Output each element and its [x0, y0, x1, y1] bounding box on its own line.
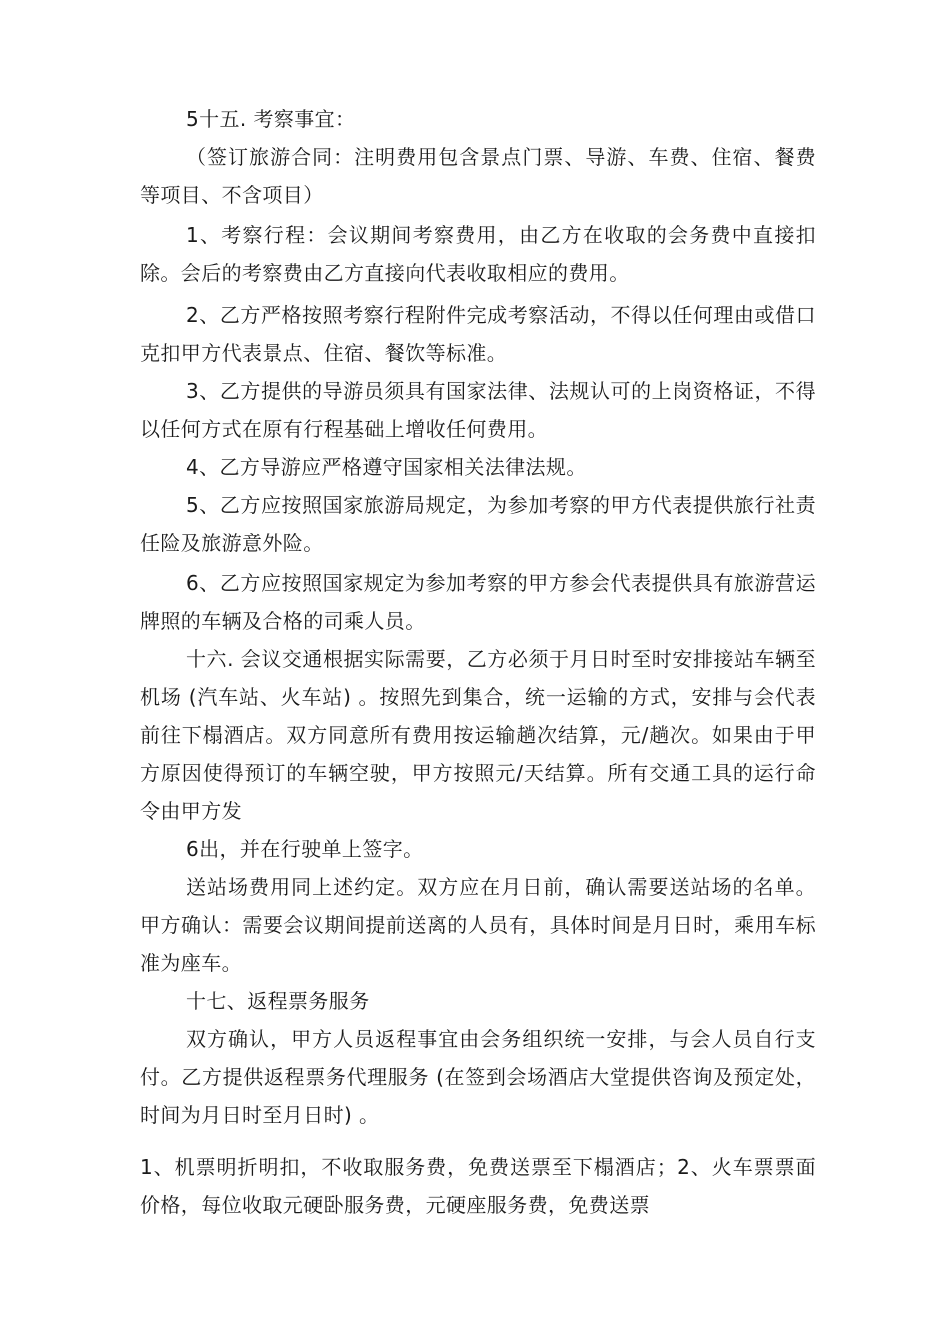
section-17-paragraph: 双方确认，甲方人员返程事宜由会务组织统一安排，与会人员自行支付。乙方提供返程票务代理服务 (在签到会场酒店大堂提供咨询及预定处，时间为月日时至月日时) 。 [140, 1027, 816, 1127]
clause-15-3: 3、乙方提供的导游员须具有国家法律、法规认可的上岗资格证，不得以任何方式在原有行程基础上增收任何费用。 [140, 379, 816, 441]
clause-15-2: 2、乙方严格按照考察行程附件完成考察活动，不得以任何理由或借口克扣甲方代表景点、住宿、餐饮等标准。 [140, 303, 816, 365]
section-16-continuation: 6出，并在行驶单上签字。 [186, 837, 424, 861]
clause-15-5: 5、乙方应按照国家旅游局规定，为参加考察的甲方代表提供旅行社责任险及旅游意外险。 [140, 493, 816, 555]
clause-15-6: 6、乙方应按照国家规定为参加考察的甲方参会代表提供具有旅游营运牌照的车辆及合格的司乘人员。 [140, 571, 816, 633]
clause-15-4: 4、乙方导游应严格遵守国家相关法律法规。 [186, 455, 587, 479]
ticket-terms-paragraph: 1、机票明折明扣，不收取服务费，免费送票至下榻酒店；2、火车票票面价格，每位收取元硬卧服务费，元硬座服务费，免费送票 [140, 1155, 816, 1217]
section-16-paragraph: 十六. 会议交通根据实际需要，乙方必须于月日时至时安排接站车辆至机场 (汽车站、火车站) 。按照先到集合，统一运输的方式，安排与会代表前往下榻酒店。双方同意所有费用按运输趟次结算，元/趟次。如果由于甲方原因使得预订的车辆空驶，甲方按照元/天结算。所有交通工具的运行命令由甲方发 [140, 647, 816, 823]
section-17-heading: 十七、返程票务服务 [186, 989, 370, 1013]
clause-15-1: 1、考察行程：会议期间考察费用，由乙方在收取的会务费中直接扣除。会后的考察费由乙方直接向代表收取相应的费用。 [140, 223, 816, 285]
contract-note: （签订旅游合同：注明费用包含景点门票、导游、车费、住宿、餐费等项目、不含项目） [140, 145, 816, 207]
section-15-heading: 5十五. 考察事宜： [186, 107, 356, 131]
send-off-paragraph: 送站场费用同上述约定。双方应在月日前，确认需要送站场的名单。甲方确认：需要会议期间提前送离的人员有，具体时间是月日时，乘用车标准为座车。 [140, 875, 816, 975]
